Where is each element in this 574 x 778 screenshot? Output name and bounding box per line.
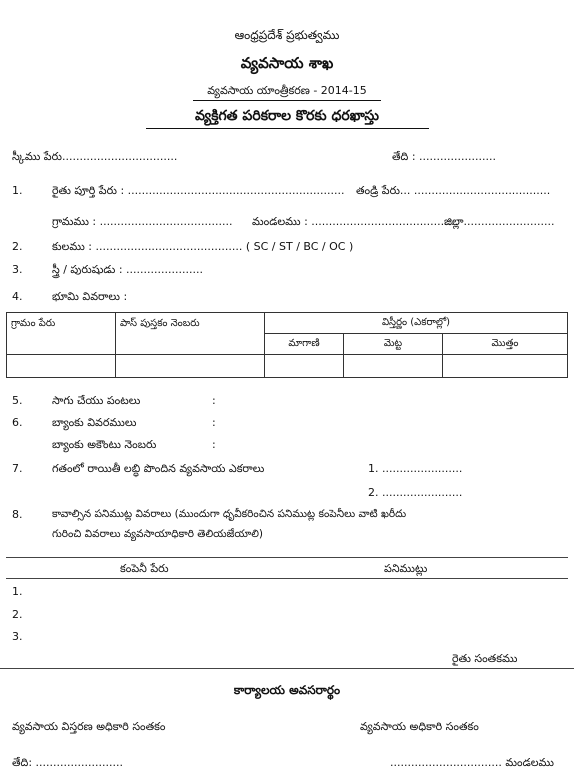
- colon: :: [212, 394, 216, 407]
- col-dry-land: మెట్ట: [344, 334, 443, 355]
- form-subtitle: వ్యవసాయ యాంత్రీకరణ - 2014-15: [207, 84, 367, 97]
- colon: :: [212, 438, 216, 451]
- land-cell[interactable]: [265, 355, 344, 378]
- item-number: 1.: [12, 184, 23, 197]
- bank-label: బ్యాంకు వివరములు: [52, 416, 137, 429]
- equipment-row[interactable]: 2.: [12, 608, 23, 621]
- department-name: వ్యవసాయ శాఖ: [240, 54, 334, 72]
- item-number: 2.: [12, 240, 23, 253]
- mandal-field[interactable]: మండలము : ..........................................: [252, 215, 459, 228]
- equipment-label: కావాల్సిన పనిముట్ల వివరాలు (ముందుగా ధృవీకరించిన పనిముట్ల కంపెనీలు వాటి ఖరీదు: [52, 508, 407, 520]
- office-date-field[interactable]: తేది: .........................: [12, 756, 123, 769]
- col-equipment: పనిముట్లు: [384, 562, 428, 575]
- item-number: 6.: [12, 416, 23, 429]
- equipment-label-cont: గురించి వివరాలు వ్యవసాయాధికారి తెలియజేయాలి): [52, 528, 263, 540]
- equipment-row[interactable]: 3.: [12, 630, 23, 643]
- district-field[interactable]: జిల్లా..........................: [444, 215, 555, 228]
- office-use-title: కార్యాలయ అవసరార్థం: [233, 683, 341, 697]
- col-wet-land: మాగాణి: [265, 334, 344, 355]
- crops-label: సాగు చేయు పంటలు: [52, 394, 141, 407]
- farmer-name-field[interactable]: రైతు పూర్తి పేరు : ..............................................................: [52, 184, 345, 197]
- ao-signature: వ్యవసాయ అధికారి సంతకం: [360, 720, 479, 733]
- village-field[interactable]: గ్రామము : ......................................: [52, 215, 233, 228]
- divider: [6, 578, 568, 579]
- farmer-signature: రైతు సంతకము: [452, 652, 518, 665]
- gender-field[interactable]: స్త్రీ / పురుషుడు : ......................: [52, 263, 203, 276]
- item-number: 4.: [12, 290, 23, 303]
- subtitle-underline: [193, 100, 381, 101]
- caste-field[interactable]: కులము : .......................................... ( SC / ST / BC / OC ): [52, 240, 354, 253]
- colon: :: [212, 416, 216, 429]
- divider: [0, 668, 574, 669]
- land-details-table: [6, 312, 568, 378]
- col-extent: విస్తీర్ణం (ఎకరాల్లో): [265, 313, 568, 334]
- scheme-name-field[interactable]: స్కీము పేరు.................................: [12, 150, 178, 163]
- col-village-name: గ్రామం పేరు: [7, 313, 116, 355]
- item-number: 7.: [12, 462, 23, 475]
- land-cell[interactable]: [7, 355, 116, 378]
- form-title: వ్యక్తిగత పరికరాల కొరకు ధరఖాస్తు: [194, 108, 380, 124]
- office-mandal-field[interactable]: ................................ మండలము: [390, 756, 554, 769]
- equipment-row[interactable]: 1.: [12, 585, 23, 598]
- land-cell[interactable]: [443, 355, 568, 378]
- divider: [6, 557, 568, 558]
- subsidy-entry-1[interactable]: 1. .......................: [368, 462, 463, 475]
- col-passbook-number: పాస్ పుస్తకం నెంబరు: [116, 313, 265, 355]
- item-number: 8.: [12, 508, 23, 521]
- subsidy-entry-2[interactable]: 2. .......................: [368, 486, 463, 499]
- land-cell[interactable]: [344, 355, 443, 378]
- title-underline: [146, 128, 429, 129]
- item-number: 5.: [12, 394, 23, 407]
- land-details-label: భూమి వివరాలు :: [52, 290, 128, 303]
- date-field[interactable]: తేది : ......................: [392, 150, 496, 163]
- item-number: 3.: [12, 263, 23, 276]
- col-total: మొత్తం: [443, 334, 568, 355]
- father-name-field[interactable]: తండ్రి పేరు... .......................................: [356, 184, 551, 197]
- account-label: బ్యాంకు అకౌంటు నెంబరు: [52, 438, 157, 451]
- aeo-signature: వ్యవసాయ విస్తరణ అధికారి సంతకం: [12, 720, 166, 733]
- col-company-name: కంపెనీ పేరు: [120, 562, 169, 575]
- subsidy-label: గతంలో రాయితీ లబ్ధి పొందిన వ్యవసాయ ఎకరాలు: [52, 462, 265, 475]
- land-cell[interactable]: [116, 355, 265, 378]
- government-name: ఆంధ్రప్రదేశ్ ప్రభుత్వము: [234, 28, 340, 42]
